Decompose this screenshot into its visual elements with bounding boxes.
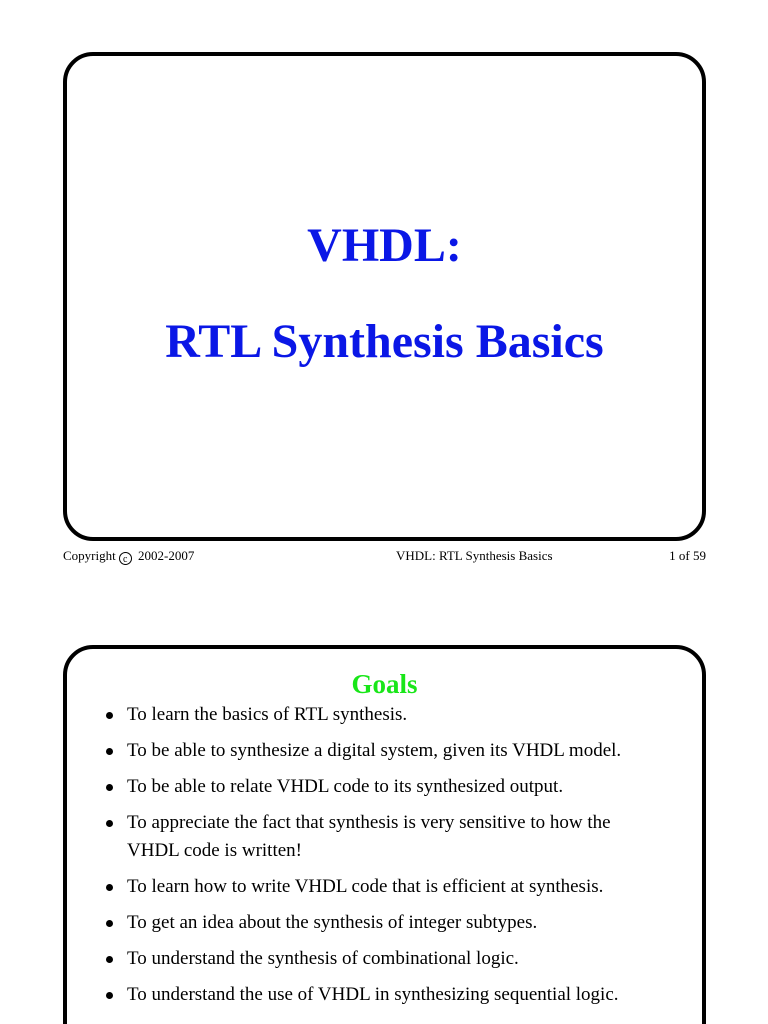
bullet-icon xyxy=(106,956,113,963)
title-slide xyxy=(63,52,706,541)
bullet-icon xyxy=(106,920,113,927)
bullet-icon xyxy=(106,884,113,891)
goal-item xyxy=(103,737,663,765)
bullet-icon xyxy=(106,820,113,827)
copyright-notice xyxy=(63,546,194,566)
bullet-icon xyxy=(106,992,113,999)
goal-text: To get an idea about the synthesis of integer subtypes. xyxy=(127,912,538,933)
goal-item xyxy=(103,773,663,801)
bullet-icon xyxy=(106,748,113,755)
goals-slide xyxy=(63,645,706,1024)
goal-item xyxy=(103,981,663,1009)
goal-item xyxy=(103,909,663,937)
goal-item xyxy=(103,873,663,901)
goals-list xyxy=(103,701,663,1017)
slide-title-line-1: VHDL: xyxy=(307,219,462,272)
goal-text: To be able to synthesize a digital system, given its VHDL model. xyxy=(127,740,622,761)
copyright-years: 2002-2007 xyxy=(137,548,195,563)
goal-text: To learn the basics of RTL synthesis. xyxy=(127,704,408,725)
slide-footer xyxy=(63,546,706,566)
goal-text: To be able to relate VHDL code to its synthesized output. xyxy=(127,776,564,797)
slide-title-line-2: RTL Synthesis Basics xyxy=(165,315,604,368)
goal-text: To understand the use of VHDL in synthesizing sequential logic. xyxy=(127,984,619,1005)
footer-title: VHDL: RTL Synthesis Basics xyxy=(396,548,553,563)
goal-text: To understand the synthesis of combinational logic. xyxy=(127,948,519,969)
goal-item xyxy=(103,945,663,973)
bullet-icon xyxy=(106,712,113,719)
bullet-icon xyxy=(106,784,113,791)
copyright-label: Copyright xyxy=(63,548,116,563)
copyright-icon: c xyxy=(119,552,132,565)
page-indicator: 1 of 59 xyxy=(669,548,706,563)
goal-text: To learn how to write VHDL code that is efficient at synthesis. xyxy=(127,876,604,897)
goal-text: To appreciate the fact that synthesis is very sensitive to how the VHDL code is written! xyxy=(127,812,611,861)
goal-item xyxy=(103,701,663,729)
goal-item xyxy=(103,809,663,865)
goals-heading: Goals xyxy=(351,669,418,699)
